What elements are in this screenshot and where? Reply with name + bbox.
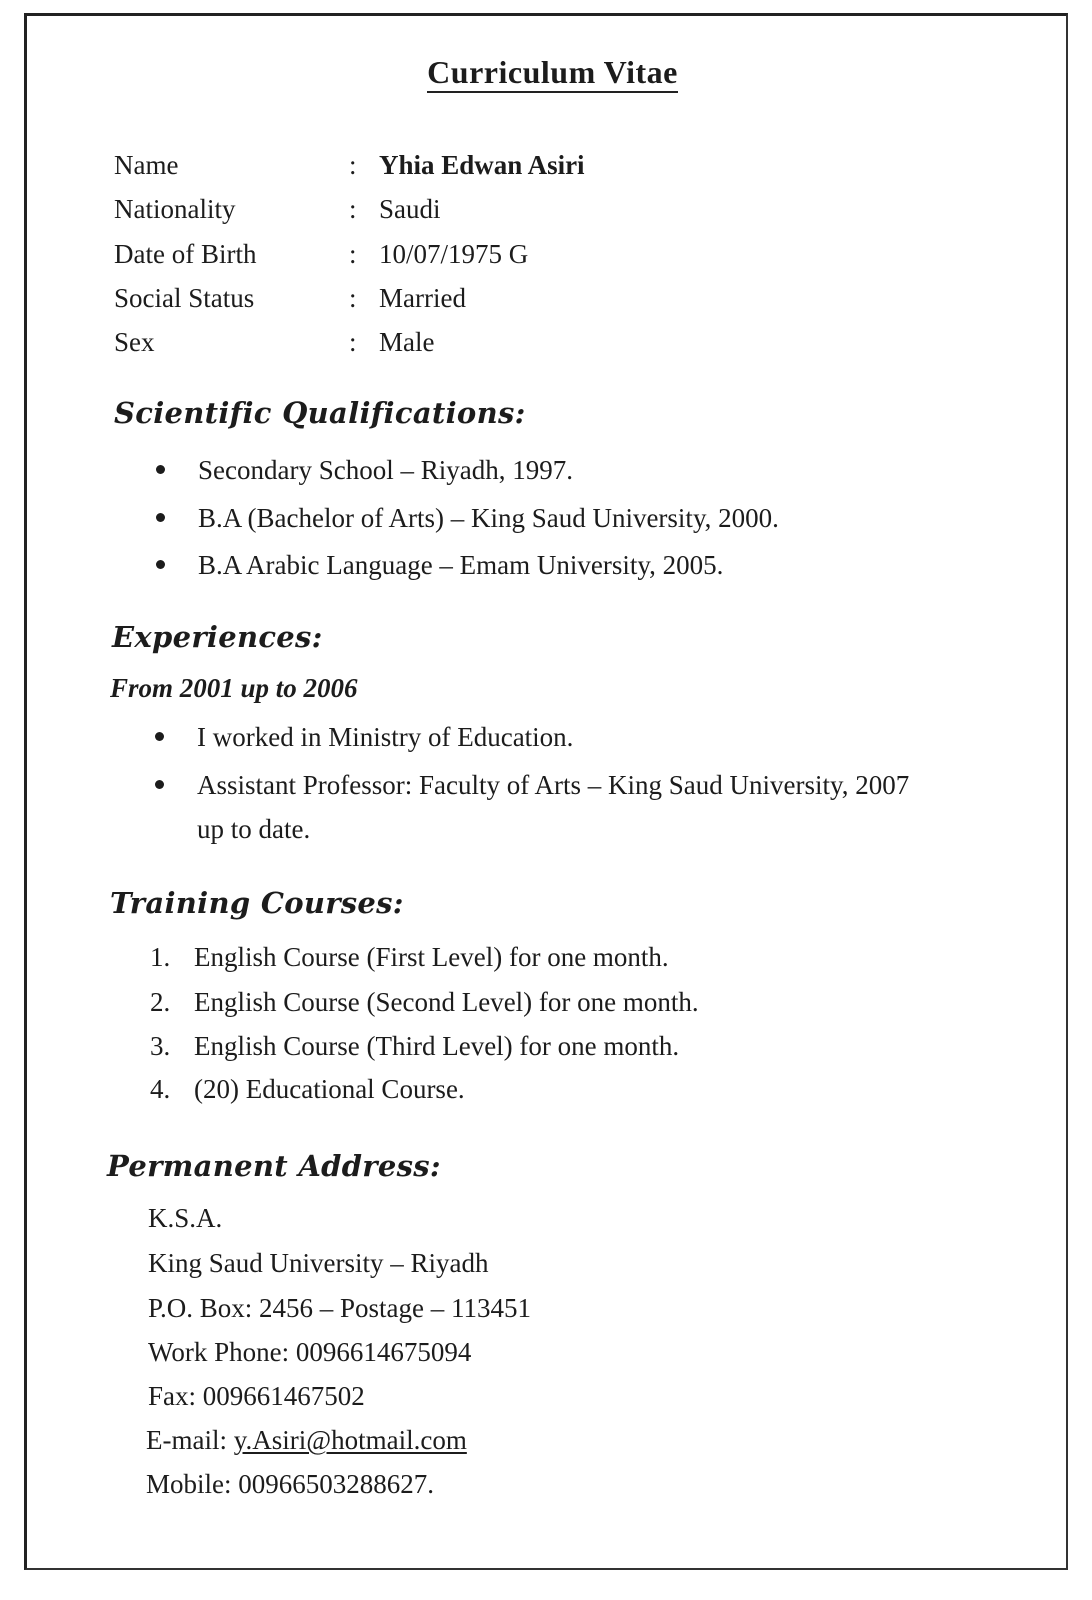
experiences-heading: Experiences: [112,620,323,654]
info-value: Yhia Edwan Asiri [379,150,585,180]
info-value: Married [379,283,466,313]
email-label: E-mail: [146,1425,234,1455]
info-value: Saudi [379,194,441,224]
experience-item-continuation: up to date. [197,814,311,844]
info-colon: : [349,327,357,357]
bullet-icon [156,560,165,569]
address-line: P.O. Box: 2456 – Postage – 113451 [148,1293,532,1323]
info-label: Sex [114,327,155,357]
info-colon: : [349,239,357,269]
info-colon: : [349,194,357,224]
address-line: King Saud University – Riyadh [148,1248,489,1278]
qualifications-heading: Scientific Qualifications: [114,396,526,430]
info-label: Name [114,150,179,180]
info-value: Male [379,327,435,357]
training-heading: Training Courses: [110,886,404,920]
address-line: K.S.A. [148,1203,223,1233]
bullet-icon [156,513,165,522]
info-colon: : [349,150,357,180]
bullet-icon [155,780,164,789]
item-number: 1. [150,942,171,972]
info-label: Nationality [114,194,236,224]
email-line [146,1422,467,1458]
email-link[interactable]: y.Asiri@hotmail.com [233,1425,467,1455]
mobile-line: Mobile: 00966503288627. [146,1469,434,1499]
item-number: 3. [150,1031,171,1061]
address-line: Work Phone: 0096614675094 [148,1337,472,1367]
item-number: 4. [150,1074,171,1104]
item-number: 2. [150,987,171,1017]
bullet-icon [155,732,164,741]
info-value: 10/07/1975 G [379,239,529,269]
info-label: Social Status [114,283,255,313]
page-title: Curriculum Vitae [0,54,1092,91]
address-heading: Permanent Address: [107,1149,441,1183]
info-label: Date of Birth [114,239,257,269]
info-colon: : [349,283,357,313]
experiences-period: From 2001 up to 2006 [110,673,358,703]
address-line: Fax: 009661467502 [148,1381,365,1411]
bullet-icon [156,465,165,474]
